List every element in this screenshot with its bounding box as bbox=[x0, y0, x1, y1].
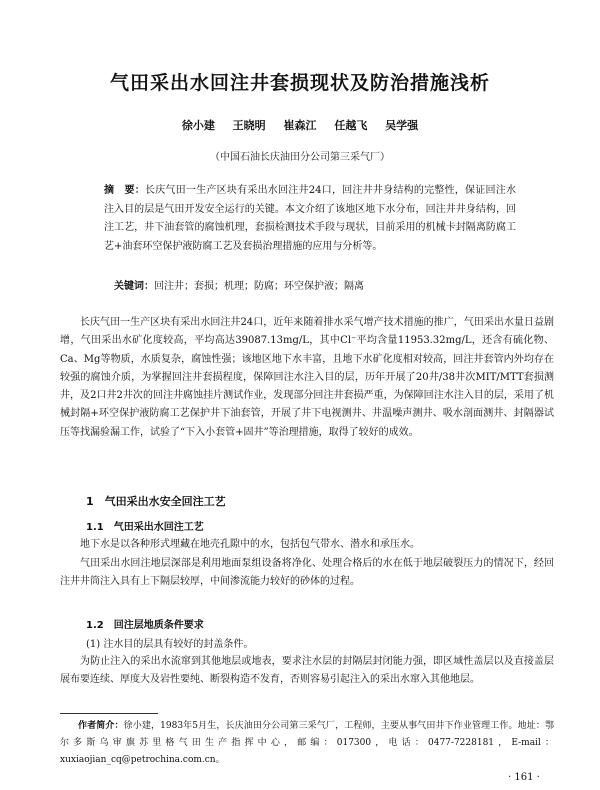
section-1-heading: 1 气田采出水安全回注工艺 bbox=[86, 495, 226, 508]
author-list: 徐小建 王晓明 崔森江 任越飞 吴学强 bbox=[181, 119, 419, 132]
section-1-1-paragraph-2: 气田采出水回注地层深部是利用地面泵组设备将净化、处理合格后的水在低于地层破裂压力的情况下，经回注井井筒注入具有上下隔层较厚，中间渗流能力较好的砂体的过程。 bbox=[60, 558, 554, 588]
keywords bbox=[114, 277, 514, 292]
abstract-label: 摘 要： bbox=[104, 185, 145, 196]
keywords-label: 关键词： bbox=[114, 281, 154, 292]
abstract bbox=[104, 182, 516, 256]
section-1-1-heading: 1.1 气田采出水回注工艺 bbox=[86, 522, 204, 533]
author-footnote bbox=[60, 718, 554, 769]
paper-title: 气田采出水回注井套损现状及防治措施浅析 bbox=[109, 72, 490, 94]
section-1-2-paragraph-1: 为防止注入的采出水流窜到其他地层或地表，要求注水层的封隔层封闭能力强，即区域性盖层以及直接盖层展布要连续、厚度大及岩性要纯、断裂构造不发育，否则容易引起注入的采出水窜入其他地层。 bbox=[60, 656, 554, 686]
section-1-2-heading: 1.2 回注层地质条件要求 bbox=[86, 620, 204, 631]
abstract-text: 长庆气田一生产区块有采出水回注井24口，回注井井身结构的完整性，保证回注水注入目的层是气田开发安全运行的关键。本文介绍了该地区地下水分布，回注井井身结构，回注工艺，井下油套管的腐蚀机理，套损检测技术手段与现状，目前采用的机械卡封隔离防腐工艺+油套环空保护液防腐工艺及套损治理措施的应用与分析等。 bbox=[104, 185, 516, 252]
affiliation: （中国石油长庆油田分公司第三采气厂） bbox=[210, 152, 390, 163]
footnote-label: 作者简介： bbox=[78, 721, 124, 731]
footnote-divider bbox=[60, 713, 158, 714]
keywords-text: 回注井；套损；机理；防腐；环空保护液；隔离 bbox=[154, 281, 364, 292]
page-number: · 161 · bbox=[508, 772, 540, 783]
section-1-2-item-1: (1) 注水目的层具有较好的封盖条件。 bbox=[86, 639, 254, 650]
intro-paragraph: 长庆气田一生产区块有采出水回注井24口，近年来随着排水采气增产技术措施的推广，气田采出水量日益剧增，气田采出水矿化度较高，平均高达39087.13mg/L，其中Cl⁻平均含量11953.32mg/L，还含有硫化物、Ca、Mg等物质，水质复杂，腐蚀性强；该地区地下水丰富，且地下水矿化度相对较高，回注井套管内外均存在较强的腐蚀介质，为掌握回注井套损程度，保障回注水注入目的层，历年开展了20井/38井次MIT/MTT套损测井，及2口井2井次的回注井腐蚀挂片测试作业，发现部分回注井套损严重，为保障回注水注入目的层，采用了机械封隔+环空保护液防腐工艺保护井下油套管，开展了井下电视测井、井温噪声测井、吸水剖面测井、封隔器试压等找漏验漏工作，试验了“下入小套管+固井”等治理措施，取得了较好的成效。 bbox=[60, 317, 554, 438]
footnote-text: 徐小建，1983年5月生，长庆油田分公司第三采气厂，工程师，主要从事气田井下作业管理工作。地址：鄂尔多斯乌审旗苏里格气田生产指挥中心，邮编：017300，电话：0477-7228181，E-mail：xuxiaojian_cq@petrochina.com.cn。 bbox=[60, 721, 554, 765]
section-1-1-paragraph-1: 地下水是以各种形式埋藏在地壳孔隙中的水，包括包气带水、潜水和承压水。 bbox=[80, 539, 420, 550]
